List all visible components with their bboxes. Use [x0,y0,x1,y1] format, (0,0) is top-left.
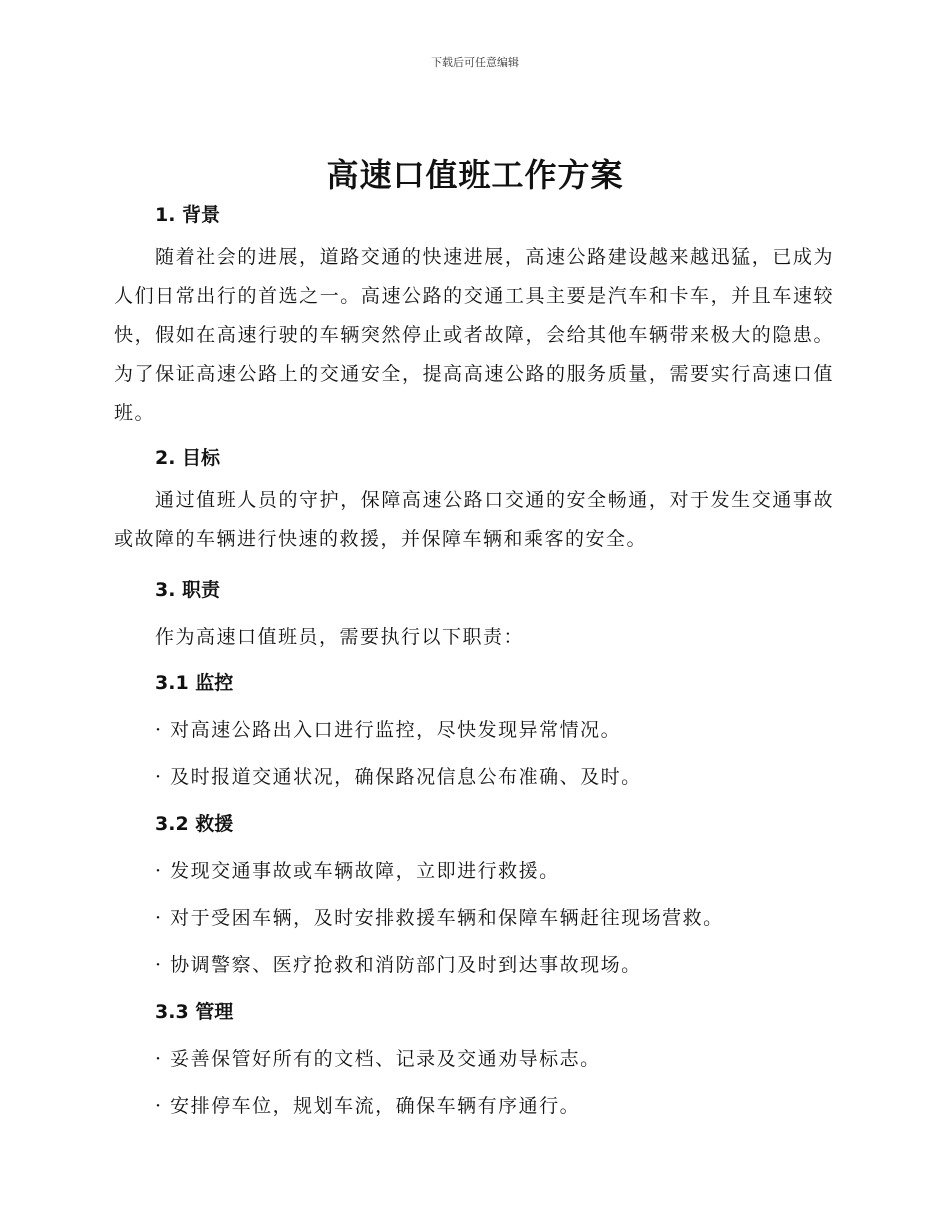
header-note: 下载后可任意编辑 [431,56,519,69]
paragraph-goal [114,481,834,559]
list-item: · 协调警察、医疗抢救和消防部门及时到达事故现场。 [155,954,642,976]
paragraph-goal-text: 通过值班人员的守护，保障高速公路口交通的安全畅通，对于发生交通事故或故障的车辆进行快速的救援，并保障车辆和乘客的安全。 [114,489,834,550]
list-item: · 发现交通事故或车辆故障，立即进行救援。 [155,860,560,882]
duties-intro: 作为高速口值班员，需要执行以下职责： [155,626,525,648]
section-heading-goal: 2. 目标 [155,447,221,469]
section-heading-manage: 3.3 管理 [155,1001,234,1023]
list-item: · 安排停车位，规划车流，确保车辆有序通行。 [155,1095,581,1117]
list-item: · 对高速公路出入口进行监控，尽快发现异常情况。 [155,719,622,741]
list-item: · 及时报道交通状况，确保路况信息公布准确、及时。 [155,766,642,788]
section-heading-rescue: 3.2 救援 [155,813,234,835]
list-item: · 对于受困车辆，及时安排救援车辆和保障车辆赶往现场营救。 [155,907,724,929]
section-heading-monitor: 3.1 监控 [155,672,234,694]
document-title: 高速口值班工作方案 [326,156,624,194]
paragraph-background [114,238,834,433]
paragraph-background-text: 随着社会的进展，道路交通的快速进展，高速公路建设越来越迅猛，已成为人们日常出行的首选之一。高速公路的交通工具主要是汽车和卡车，并且车速较快，假如在高速行驶的车辆突然停止或者故障，会给其他车辆带来极大的隐患。为了保证高速公路上的交通安全，提高高速公路的服务质量，需要实行高速口值班。 [114,246,834,424]
list-item: · 妥善保管好所有的文档、记录及交通劝导标志。 [155,1048,601,1070]
section-heading-duties: 3. 职责 [155,579,221,601]
section-heading-background: 1. 背景 [155,204,221,226]
